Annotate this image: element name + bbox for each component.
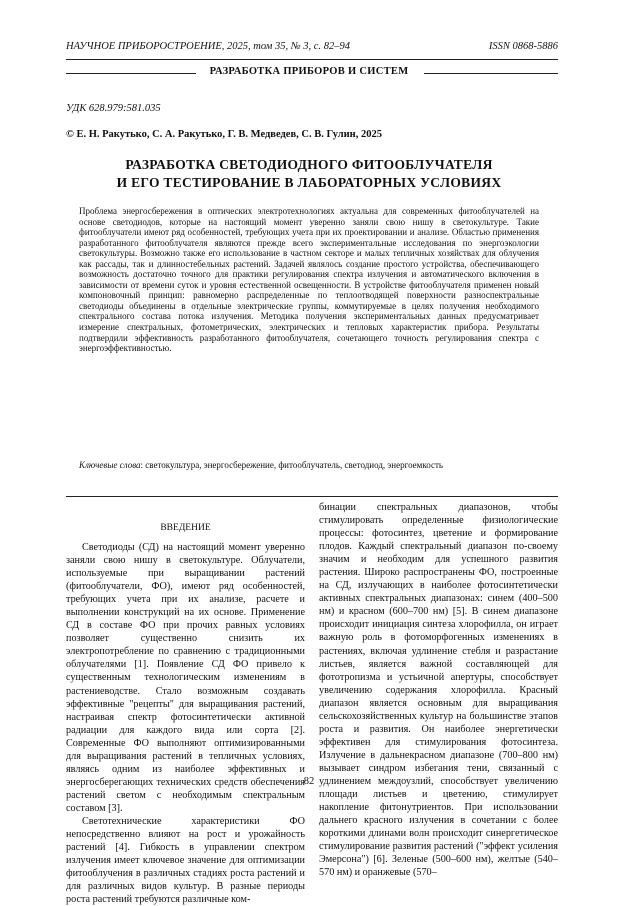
section-heading: РАЗРАБОТКА ПРИБОРОВ И СИСТЕМ: [209, 66, 409, 77]
separator-rule: [66, 496, 558, 497]
article-title-line-2: И ЕГО ТЕСТИРОВАНИЕ В ЛАБОРАТОРНЫХ УСЛОВИЯХ: [116, 175, 502, 190]
running-header: [66, 41, 558, 52]
paragraph-2: Светотехнические характеристики ФО непосредственно влияют на рост и урожайность растений [4]. Гибкость в управлении спектром излучения имеет ключевое значение для оптимизации фитооблучения в различных стадиях роста растений и для различных видов культур. В разные периоды роста растений требуются различные ком-: [66, 815, 305, 906]
header-rule: [66, 59, 558, 60]
issn: ISSN 0868-5886: [488, 41, 558, 52]
article-title-line-1: РАЗРАБОТКА СВЕТОДИОДНОГО ФИТООБЛУЧАТЕЛЯ: [125, 157, 493, 172]
keywords: [79, 460, 539, 470]
page-number: 82: [303, 776, 315, 787]
paragraph-1: Светодиоды (СД) на настоящий момент уверенно заняли свою нишу в светокультуре. Облучатели, используемые при выращивании растений (фитооблучатели, ФО), имеют ряд особенностей, требующих учета при их анализе, расчете и выполнении конструкций на их основе. Применение СД в составе ФО при прочих равных условиях позволяет существенно снизить их электропотребление по сравнению с традиционными облучателями [1]. Появление СД ФО привело к существенным технологическим изменениям в растениеводстве. Стало возможным создавать эффективные "рецепты" для выращивания растений, настраивая спектр фотосинтетически активной радиации для каждого вида или сорта [2]. Современные ФО выполняют оптимизированными для выращивания растений в тепличных условиях, являясь одним из наиболее эффективных и энергосберегающих технических средств обеспечения растений светом с необходимым спектральным составом [3].: [66, 542, 305, 814]
keywords-text: : светокультура, энергосбережение, фитооблучатель, светодиод, энергоемкость: [140, 460, 444, 470]
abstract: Проблема энергосбережения в оптических электротехнологиях актуальна для современных фитооблучателей на основе светодиодов, которые на настоящий момент уверенно заняли свою нишу в светокультуре. Такие фитооблучатели имеют ряд особенностей, требующих учета при их проектировании и анализе. Областью применения разработанного фитооблучателя являются прежде всего экспериментальные исследования по энергоэкологии светокультуры. Возможно также его использование в частном секторе и малых тепличных хозяйствах для облучения как рассады, так и длинностебельных растений. Задачей являлось создание простого устройства, обеспечивающего возможность достаточно точного для практики регулирования спектра излучения и автоматического включения в зависимости от времени суток и уровня естественной освещенности. В устройстве фитооблучателя применен новый компоновочный принцип: равномерно распределенные по теплоотводящей поверхности разноспектральные светодиоды объединены в отдельные электрические группы, коммутируемые в целях получения необходимого спектрального состава потока излучения. Методика получения экспериментальных данных предусматривает измерение спектральных, фотометрических, электрических и тепловых характеристик прибора. Результаты подтвердили эффективность разработанного фитооблучателя, сочетающего точность регулирования спектра с энергоэффективностью.: [79, 206, 539, 354]
keywords-label: Ключевые слова: [79, 460, 141, 470]
udk-code: УДК 628.979:581.035: [66, 103, 161, 114]
journal-citation: НАУЧНОЕ ПРИБОРОСТРОЕНИЕ, 2025, том 35, № 3, с. 82–94: [66, 41, 350, 52]
left-column: [66, 541, 305, 906]
right-column: [319, 501, 558, 879]
authors: © Е. Н. Ракутько, С. А. Ракутько, Г. В. Медведев, С. В. Гулин, 2025: [66, 129, 382, 140]
paragraph-3: бинации спектральных диапазонов, чтобы стимулировать определенные физиологические процессы: фотосинтез, цветение и формирование плодов. Каждый спектральный диапазон по-своему значим и необходим для успешного развития растения. Широко распространены ФО, построенные на СД, излучающих в наиболее фотосинтетически активных спектральных диапазонах: синем (400–500 нм) и красном (600–700 нм) [5]. В синем диапазоне происходит инициация синтеза хлорофилла, он играет важную роль в фотоморфогенных изменениях в растениях, включая удлинение стебля и разрастание листьев, является важной составляющей для фототропизма и устьичной апертуры, способствует увеличению содержания хлорофилла. Красный диапазон является основным для выращивания сельскохозяйственных культур на большинстве этапов роста и развития. Он наиболее энергетически эффективен для стимулирования фотосинтеза. Излучение в дальнекрасном диапазоне (700–800 нм) вызывает синдром избегания тени, связанный с удлинением междоузлий, способствует увеличению площади листьев и цветению, стимулирует накопление фитонутриентов. При использовании дальнего красного излучения в сочетании с более короткими длинами волн происходит синергетическое стимулирование развития растений ("эффект усиления Эмерсона") [6]. Зеленые (500–600 нм), желтые (540–570 нм) и оранжевые (570–: [319, 502, 558, 879]
intro-heading: ВВЕДЕНИЕ: [160, 523, 211, 533]
